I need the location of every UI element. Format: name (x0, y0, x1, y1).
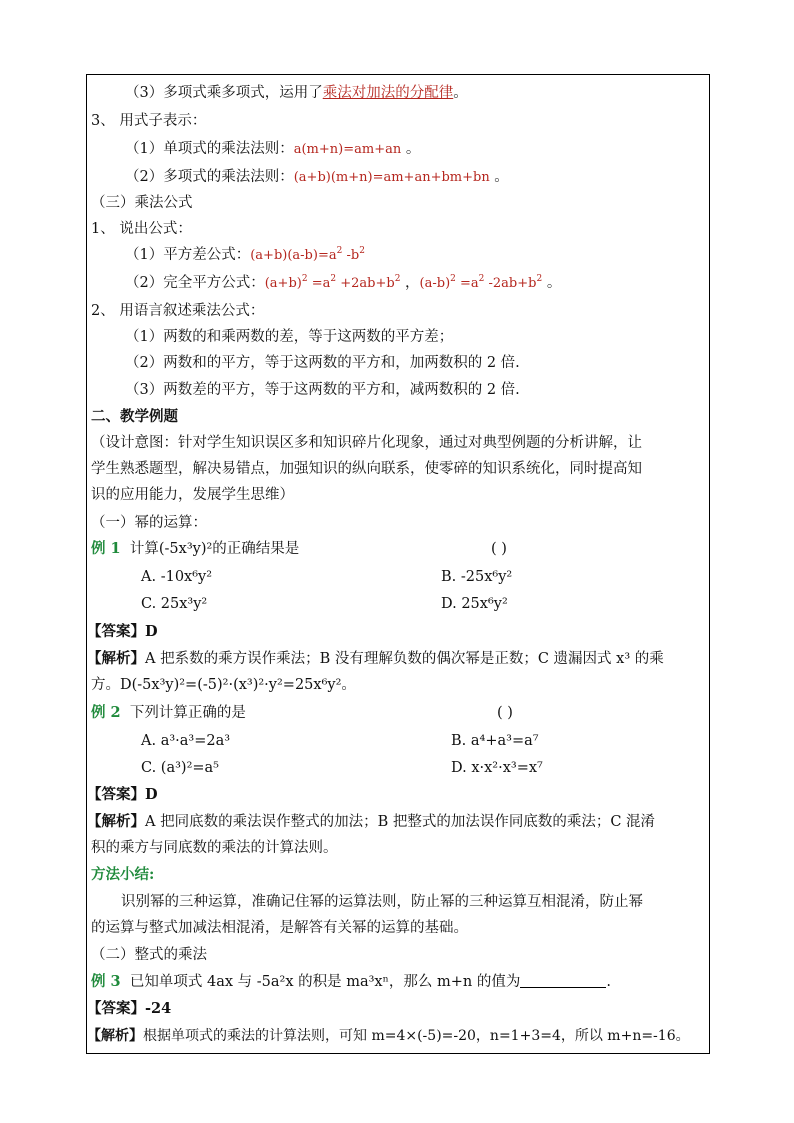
example-2-option-c: C. (a³)²=a⁵ (141, 760, 219, 776)
exponent: 2 (394, 274, 401, 284)
question-text: 下列计算正确的是 (129, 705, 246, 721)
example-2-explanation-1 (87, 810, 655, 834)
formula: (a+b) (264, 276, 302, 291)
exponent: 2 (330, 274, 337, 284)
line-distributive (125, 81, 468, 105)
formula: =a (455, 276, 479, 291)
item-2-heading: 2、 用语言叙述乘法公式： (91, 303, 265, 319)
formula: a(m+n)=am+an (293, 142, 402, 157)
section-3-heading: 3、 用式子表示： (91, 113, 207, 129)
line-polynomial-rule (125, 165, 509, 189)
formula: (a+b)(m+n)=am+an+bm+bn (293, 170, 490, 185)
example-1-explanation-1 (87, 647, 664, 671)
line-difference-of-squares (125, 243, 365, 267)
text: . (606, 974, 611, 990)
exponent: 2 (450, 274, 456, 284)
formula: +2ab+b (336, 276, 395, 291)
explanation-tag: 【解析】 (87, 650, 145, 667)
verbal-rule-1: （1）两数的和乘两数的差，等于这两数的平方差； (125, 329, 454, 345)
line-monomial-rule (125, 137, 420, 161)
example-label: 例 2 (91, 704, 121, 721)
exponent: 2 (478, 274, 485, 284)
explanation-tag: 【解析】 (87, 813, 145, 830)
explanation-text: A 把同底数的乘法误作整式的加法；B 把整式的加法误作同底数的乘法；C 混淆 (145, 814, 656, 830)
design-intent-line-1: （设计意图：针对学生知识误区多和知识碎片化现象，通过对典型例题的分析讲解，让 (91, 435, 642, 451)
question-text: 计算(-5x³y)²的正确结果是 (129, 541, 300, 557)
subsection-power-operations: （一）幂的运算： (91, 515, 207, 531)
exponent: 2 (301, 274, 308, 284)
text: （2）完全平方公式： (125, 275, 265, 291)
fill-in-blank[interactable] (520, 973, 606, 988)
design-intent-line-2: 学生熟悉题型，解决易错点，加强知识的纵向联系，使零碎的知识系统化，同时提高知 (91, 461, 642, 477)
example-3-question (91, 970, 611, 994)
exponent: 2 (536, 274, 543, 284)
example-1-option-d: D. 25x⁶y² (441, 596, 508, 612)
text: （2）多项式的乘法法则： (125, 169, 294, 185)
example-2-option-d: D. x·x²·x³=x⁷ (451, 760, 543, 776)
example-label: 例 1 (91, 540, 121, 557)
verbal-rule-3: （3）两数差的平方，等于这两数的平方和，减两数积的 2 倍. (125, 382, 520, 398)
example-1-option-c: C. 25x³y² (141, 596, 208, 612)
text: （3）多项式乘多项式，运用了 (125, 85, 323, 101)
answer-bracket: ( ) (491, 541, 507, 557)
section-heading-examples: 二、教学例题 (91, 408, 178, 425)
example-1-option-b: B. -25x⁶y² (441, 569, 513, 585)
design-intent-line-3: 识的应用能力，发展学生思维） (91, 487, 294, 503)
item-1-heading: 1、 说出公式： (91, 221, 192, 237)
example-2-option-b: B. a⁴+a³=a⁷ (451, 733, 539, 749)
example-3-answer: 【答案】-24 (87, 1000, 172, 1017)
example-2-answer: 【答案】D (87, 786, 158, 803)
method-summary-heading: 方法小结: (91, 866, 155, 883)
example-1-answer: 【答案】D (87, 623, 158, 640)
section-heading-formulas: （三）乘法公式 (91, 195, 193, 211)
formula: -b (342, 248, 360, 263)
example-2-option-a: A. a³·a³=2a³ (141, 733, 231, 749)
explanation-tag: 【解析】 (87, 1028, 143, 1044)
text: 。 (401, 141, 421, 157)
method-summary-line-2: 的运算与整式加减法相混淆，是解答有关幂的运算的基础。 (91, 920, 468, 936)
formula: (a-b) (419, 276, 451, 291)
method-summary-line-1: 识别幂的三种运算，准确记住幂的运算法则，防止幂的三种运算互相混淆，防止幂 (121, 894, 643, 910)
example-1-question (91, 537, 701, 561)
example-1-option-a: A. -10x⁶y² (141, 569, 213, 585)
text: ， (400, 275, 420, 291)
text: 。 (453, 85, 468, 101)
text: （1）单项式的乘法法则： (125, 141, 294, 157)
exponent: 2 (336, 246, 343, 256)
underlined-term: 乘法对加法的分配律 (322, 85, 454, 101)
formula: (a+b)(a-b)=a (250, 248, 337, 263)
example-2-question (91, 701, 701, 725)
explanation-text: A 把系数的乘方误作乘法；B 没有理解负数的偶次幂是正数；C 遗漏因式 x³ 的乘 (145, 651, 664, 667)
example-label: 例 3 (91, 973, 121, 990)
line-perfect-square (125, 271, 561, 295)
formula: -2ab+b (484, 276, 537, 291)
answer-bracket: ( ) (497, 705, 513, 721)
text: （1）平方差公式： (125, 247, 251, 263)
example-3-explanation (87, 1024, 690, 1048)
question-text: 已知单项式 4ax 与 -5a²x 的积是 ma³xⁿ，那么 m+n 的值为 (129, 974, 521, 990)
example-2-explanation-2: 积的乘方与同底数的乘法的计算法则。 (91, 840, 338, 856)
verbal-rule-2: （2）两数和的平方，等于这两数的平方和，加两数积的 2 倍. (125, 355, 520, 371)
exponent: 2 (359, 246, 365, 256)
text: 。 (489, 169, 509, 185)
formula: =a (307, 276, 331, 291)
content-frame (86, 74, 710, 1054)
subsection-integral-multiplication: （二）整式的乘法 (91, 947, 207, 963)
text: 。 (542, 275, 562, 291)
explanation-text: 根据单项式的乘法的计算法则，可知 m=4×(-5)=-20，n=1+3=4，所以 m+n=-16。 (143, 1028, 690, 1044)
example-1-explanation-2: 方。D(-5x³y)²=(-5)²·(x³)²·y²=25x⁶y²。 (91, 677, 356, 693)
